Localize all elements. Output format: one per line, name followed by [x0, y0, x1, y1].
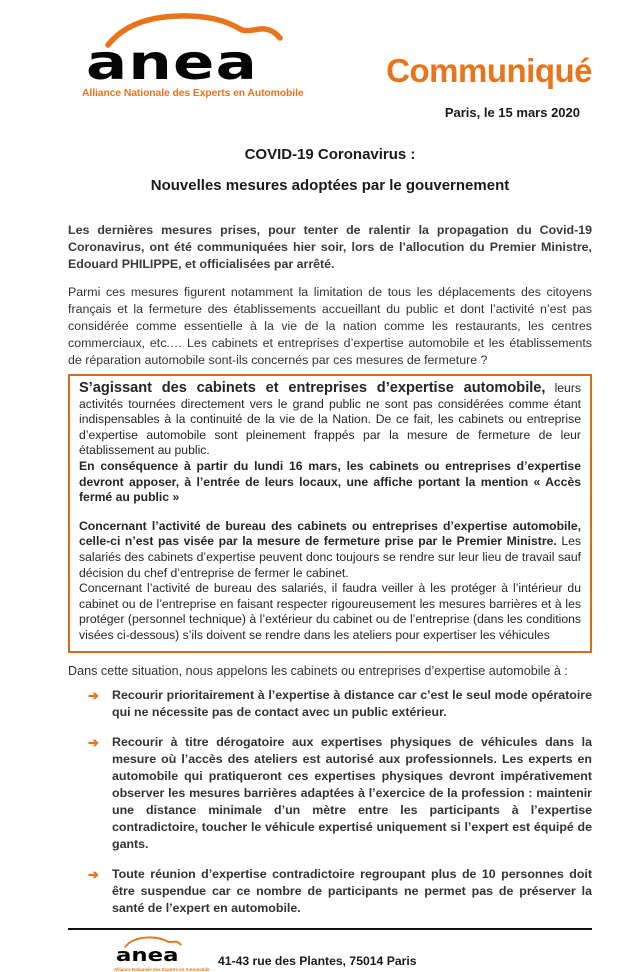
anea-wordmark: anea	[116, 944, 179, 966]
anea-tagline: Alliance Nationale des Experts en Automobile	[114, 966, 210, 972]
intro-paragraph: Les dernières mesures prises, pour tenter de ralentir la propagation du Covid-19 Coronavirus, ont été communiquées hier soir, lors de l’allocution du Premier Ministre, Edouard PHILIPPE, et officialisées par arrêté.	[68, 223, 592, 271]
bullet-item-3	[68, 866, 592, 917]
box-lead-bold: S’agissant des cabinets et entreprises d’expertise automobile,	[79, 380, 546, 396]
box-office-bold: Concernant l’activité de bureau des cabinets ou entreprises d’expertise automobile, celle-ci n’est pas visée par la mesure de fermeture prise par le Premier Ministre.	[79, 518, 581, 549]
box-office-paragraph	[79, 519, 581, 581]
box-employees-paragraph: Concernant l’activité de bureau des salariés, il faudra veiller à les protéger à l’intérieur du cabinet ou de l’entreprise en faisant respecter rigoureusement les mesures barrières et à les protéger (personnel technique) à l’extérieur du cabinet ou de l’entreprise (dans les conditions visées ci-dessous) s’ils doivent se rendre dans les ateliers pour expertiser les véhicules	[79, 581, 581, 642]
car-swoosh-icon	[124, 936, 182, 948]
footer-address: 41-43 rue des Plantes, 75014 Paris	[218, 953, 417, 968]
bullet-text-1: Recourir prioritairement à l’expertise à distance car c’est le seul mode opératoire qui ne nécessite pas de contact avec un public extérieur.	[112, 687, 592, 719]
footer-anea-logo	[114, 936, 210, 972]
box-office-rest: Les salariés des cabinets d’expertise peuvent donc toujours se rendre sur leur lieu de travail sauf décision du chef d’entreprise de fermer le cabinet.	[79, 534, 581, 580]
arrow-right-icon: ➔	[88, 866, 99, 882]
doc-title-line1: COVID-19 Coronavirus :	[244, 146, 416, 163]
date-line: Paris, le 15 mars 2020	[444, 105, 580, 120]
arrow-right-icon: ➔	[88, 687, 99, 703]
call-intro: Dans cette situation, nous appelons les cabinets ou entreprises d’expertise automobile à :	[68, 663, 568, 678]
bullet-list	[68, 687, 592, 917]
anea-logo	[82, 12, 304, 99]
box-lead-paragraph	[79, 381, 581, 459]
doc-title-line2: Nouvelles mesures adoptées par le gouvernement	[150, 177, 510, 194]
measures-paragraph: Parmi ces mesures figurent notamment la limitation de tous les déplacements des citoyens français et la fermeture des établissements accueillant du public et dont l’activité n’est pas considérée comme essentielle à la vie de la nation comme les restaurants, les centres commerciaux, etc.… Les cabinets et entreprises d’expertise automobile et les établissements de réparation automobile sont-ils concernés par ces mesures de fermeture ?	[68, 285, 592, 367]
highlight-box	[68, 374, 592, 653]
box-consequence-paragraph: En conséquence à partir du lundi 16 mars, les cabinets ou entreprises d’expertise devront apposer, à l’entrée de leurs locaux, une affiche portant la mention « Accès fermé au public »	[79, 458, 581, 505]
bullet-item-2	[68, 734, 592, 853]
header	[68, 12, 592, 99]
bullet-text-2: Recourir à titre dérogatoire aux expertises physiques de véhicules dans la mesure où l’accès des ateliers est autorisé aux professionnels. Les experts en automobile qui pratiqueront ces expertises physiques devront impérativement observer les mesures barrières adaptées à l’exercice de la profession : maintenir une distance minimale d’un mètre entre les participants à l’expertise contradictoire, toucher le véhicule expertisé uniquement si l’expert est équipé de gants.	[112, 734, 592, 851]
anea-tagline: Alliance Nationale des Experts en Automobile	[82, 88, 304, 99]
footer-divider	[68, 928, 592, 930]
bullet-text-3: Toute réunion d’expertise contradictoire regroupant plus de 10 personnes doit être suspendue car ce nombre de participants ne permet pas de préserver la santé de l’expert en automobile.	[112, 866, 592, 915]
footer	[68, 936, 592, 972]
arrow-right-icon: ➔	[88, 734, 99, 750]
communique-heading: Communiqué	[386, 52, 592, 89]
anea-wordmark: anea	[86, 34, 259, 91]
bullet-item-1	[68, 687, 592, 721]
box-lead-rest: leurs activités tournées directement vers le grand public ne sont pas considérées comme étant indispensables à la continuité de la vie de la Nation. De ce fait, les cabinets ou entreprise d’expertise automobile sont pleinement frappés par la mesure de fermeture de leur établissement au public.	[79, 381, 581, 458]
